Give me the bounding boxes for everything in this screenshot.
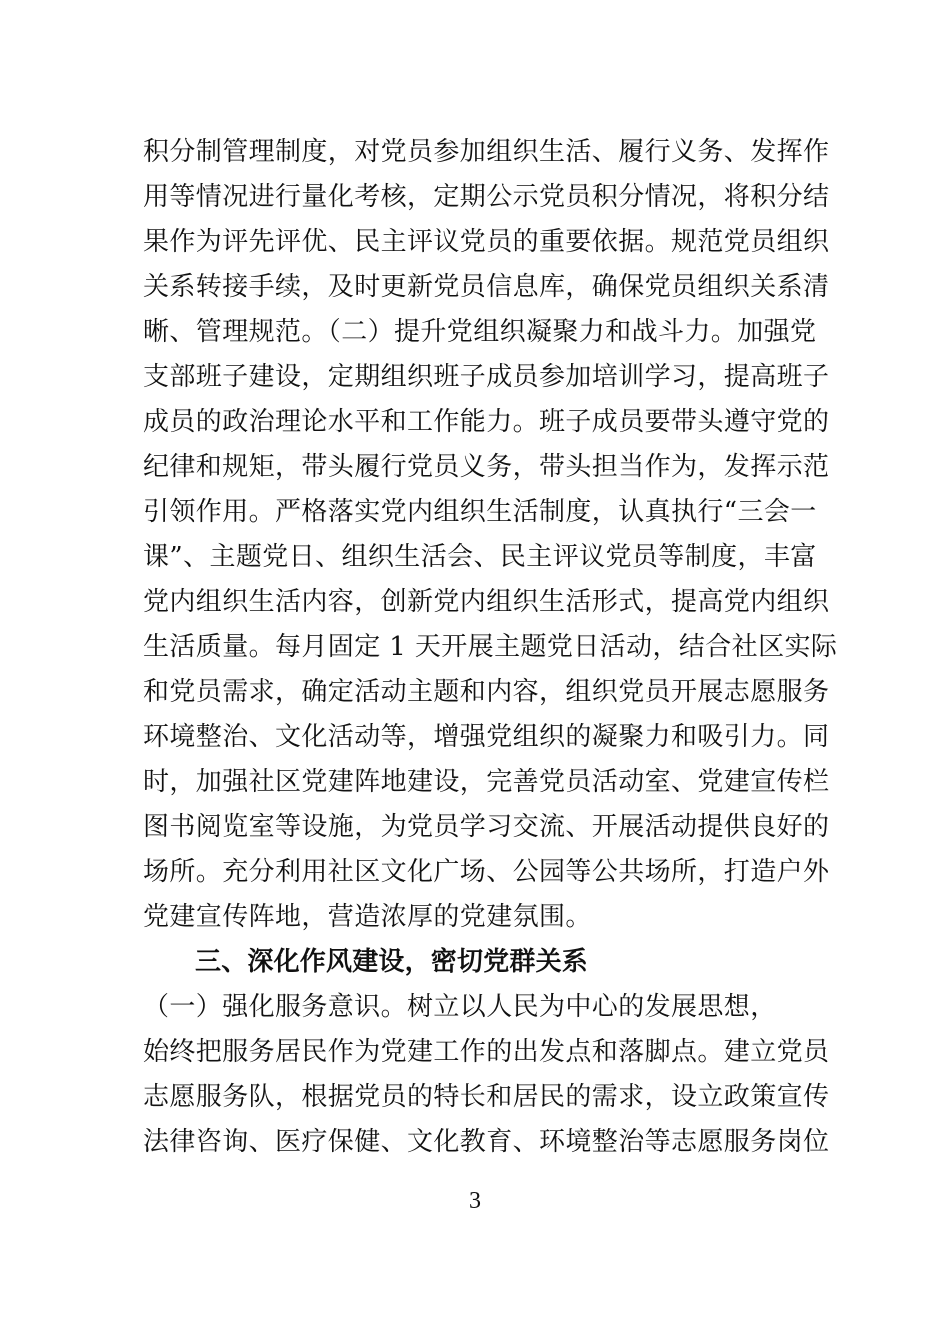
text-line: 场所。充分利用社区文化广场、公园等公共场所，打造户外 (143, 857, 830, 887)
text-line: 课”、主题党日、组织生活会、民主评议党员等制度，丰富 (143, 542, 817, 572)
text-line: 法律咨询、医疗保健、文化教育、环境整治等志愿服务岗位 (143, 1127, 830, 1157)
text-line: 生活质量。每月固定 1 天开展主题党日活动，结合社区实际 (143, 632, 838, 662)
text-line: 果作为评先评优、民主评议党员的重要依据。规范党员组织 (143, 227, 830, 257)
text-line: 党建宣传阵地，营造浓厚的党建氛围。 (143, 902, 592, 932)
text-line: 时，加强社区党建阵地建设，完善党员活动室、党建宣传栏 (143, 767, 830, 797)
text-line: 成员的政治理论水平和工作能力。班子成员要带头遵守党的 (143, 407, 830, 437)
text-line: 图书阅览室等设施，为党员学习交流、开展活动提供良好的 (143, 812, 830, 842)
text-line: 积分制管理制度，对党员参加组织生活、履行义务、发挥作 (143, 137, 830, 167)
text-line: 纪律和规矩，带头履行党员义务，带头担当作为，发挥示范 (143, 452, 830, 482)
text-line: 晰、管理规范。（二）提升党组织凝聚力和战斗力。加强党 (143, 317, 817, 347)
text-line: 志愿服务队，根据党员的特长和居民的需求，设立政策宣传 (143, 1082, 830, 1112)
text-line: 引领作用。严格落实党内组织生活制度，认真执行“三会一 (143, 497, 817, 527)
text-line: 用等情况进行量化考核，定期公示党员积分情况，将积分结 (143, 182, 830, 212)
text-line: 党内组织生活内容，创新党内组织生活形式，提高党内组织 (143, 587, 830, 617)
page-number: 3 (469, 1188, 481, 1214)
text-line: 关系转接手续，及时更新党员信息库，确保党员组织关系清 (143, 272, 830, 302)
text-line: 环境整治、文化活动等，增强党组织的凝聚力和吸引力。同 (143, 722, 830, 752)
text-line: 和党员需求，确定活动主题和内容，组织党员开展志愿服务 (143, 677, 830, 707)
text-line: 始终把服务居民作为党建工作的出发点和落脚点。建立党员 (143, 1037, 830, 1067)
body-text (143, 130, 838, 1165)
text-line: （一）强化服务意识。树立以人民为中心的发展思想， (143, 992, 777, 1022)
text-line: 支部班子建设，定期组织班子成员参加培训学习，提高班子 (143, 362, 830, 392)
section-heading: 三、深化作风建设，密切党群关系 (195, 947, 589, 977)
